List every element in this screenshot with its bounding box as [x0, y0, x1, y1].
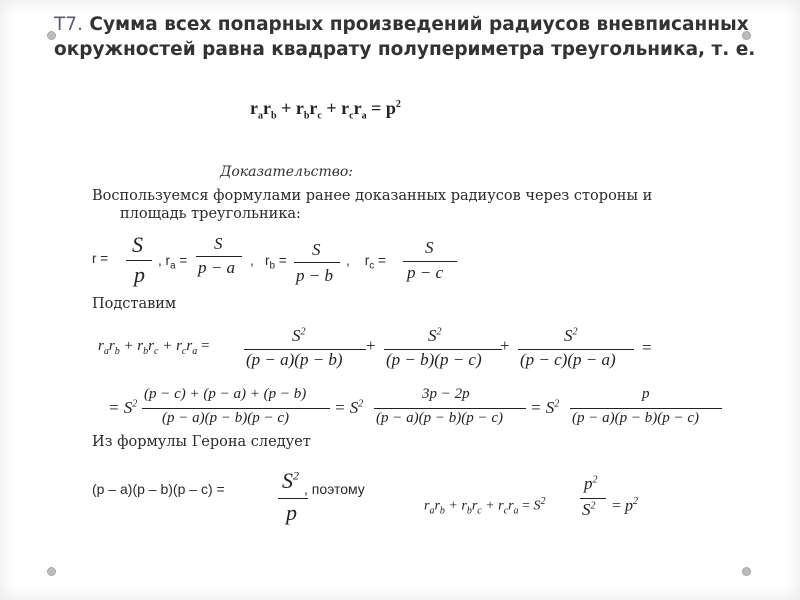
substitute-label: Подставим	[92, 296, 177, 312]
plus-2: +	[500, 336, 510, 355]
heron-fraction: $S^2$ p	[278, 468, 310, 526]
heron-label: Из формулы Герона следует	[92, 434, 311, 450]
simplified-fraction: 3p − 2p (p − a)(p − b)(p − c)	[374, 386, 528, 434]
eq-S2-2: = $S^2$	[334, 398, 364, 417]
binder-dot-bottom-left	[47, 567, 56, 576]
binder-dot-bottom-right	[742, 567, 751, 576]
theorem-number: Т7.	[54, 14, 83, 35]
theorem-title	[54, 12, 774, 62]
sum-left: $r_ar_b + r_br_c + r_cr_a$ =	[98, 338, 210, 357]
eq-S2-3: = $S^2$	[530, 398, 560, 417]
proof-intro-line2: площадь треугольника:	[120, 206, 301, 222]
term-bc: $S^2$ (p − b)(p − c)	[384, 326, 504, 372]
final-fraction: $p^2$ $S^2$	[580, 474, 608, 534]
eq-1: =	[642, 338, 652, 357]
r-label: r =	[92, 251, 109, 266]
rc-label: , $r_c$ =	[346, 253, 386, 272]
eq-S2-1: = $S^2$	[108, 398, 138, 417]
term-ca: $S^2$ (p − c)(p − a)	[518, 326, 636, 372]
theorem-identity: $r_ar_b + r_br_c + r_cr_a = p^2$	[250, 98, 401, 122]
formula-ra: S p − a	[196, 234, 246, 280]
term-ab: $S^2$ (p − a)(p − b)	[244, 326, 368, 372]
final-left: $r_ar_b + r_br_c + r_cr_a = S^2$	[424, 496, 546, 517]
formula-rc: S p − c	[403, 238, 459, 284]
combined-fraction: (p − c) + (p − a) + (p − b) (p − a)(p − b)(p − c)	[142, 386, 332, 434]
plus-1: +	[366, 336, 376, 355]
formula-rb: S p − b	[294, 240, 342, 288]
rb-label: , $r_b$ =	[250, 253, 287, 272]
heron-left: (p – a)(p – b)(p – c) =	[92, 481, 225, 497]
therefore-label: , поэтому	[304, 481, 365, 497]
p-fraction: p (p − a)(p − b)(p − c)	[570, 386, 724, 434]
formula-r: S p	[126, 232, 154, 286]
proof-heading: Доказательство:	[220, 164, 354, 180]
final-result: = $p^2$	[612, 496, 639, 515]
proof-intro-line1: Воспользуемся формулами ранее доказанных радиусов через стороны и	[92, 188, 653, 204]
theorem-text: Сумма всех попарных произведений радиусов вневписанных окружностей равна квадрату полупериметра треугольника, т. е.	[54, 14, 756, 60]
ra-label: , $r_a$ =	[158, 253, 188, 272]
